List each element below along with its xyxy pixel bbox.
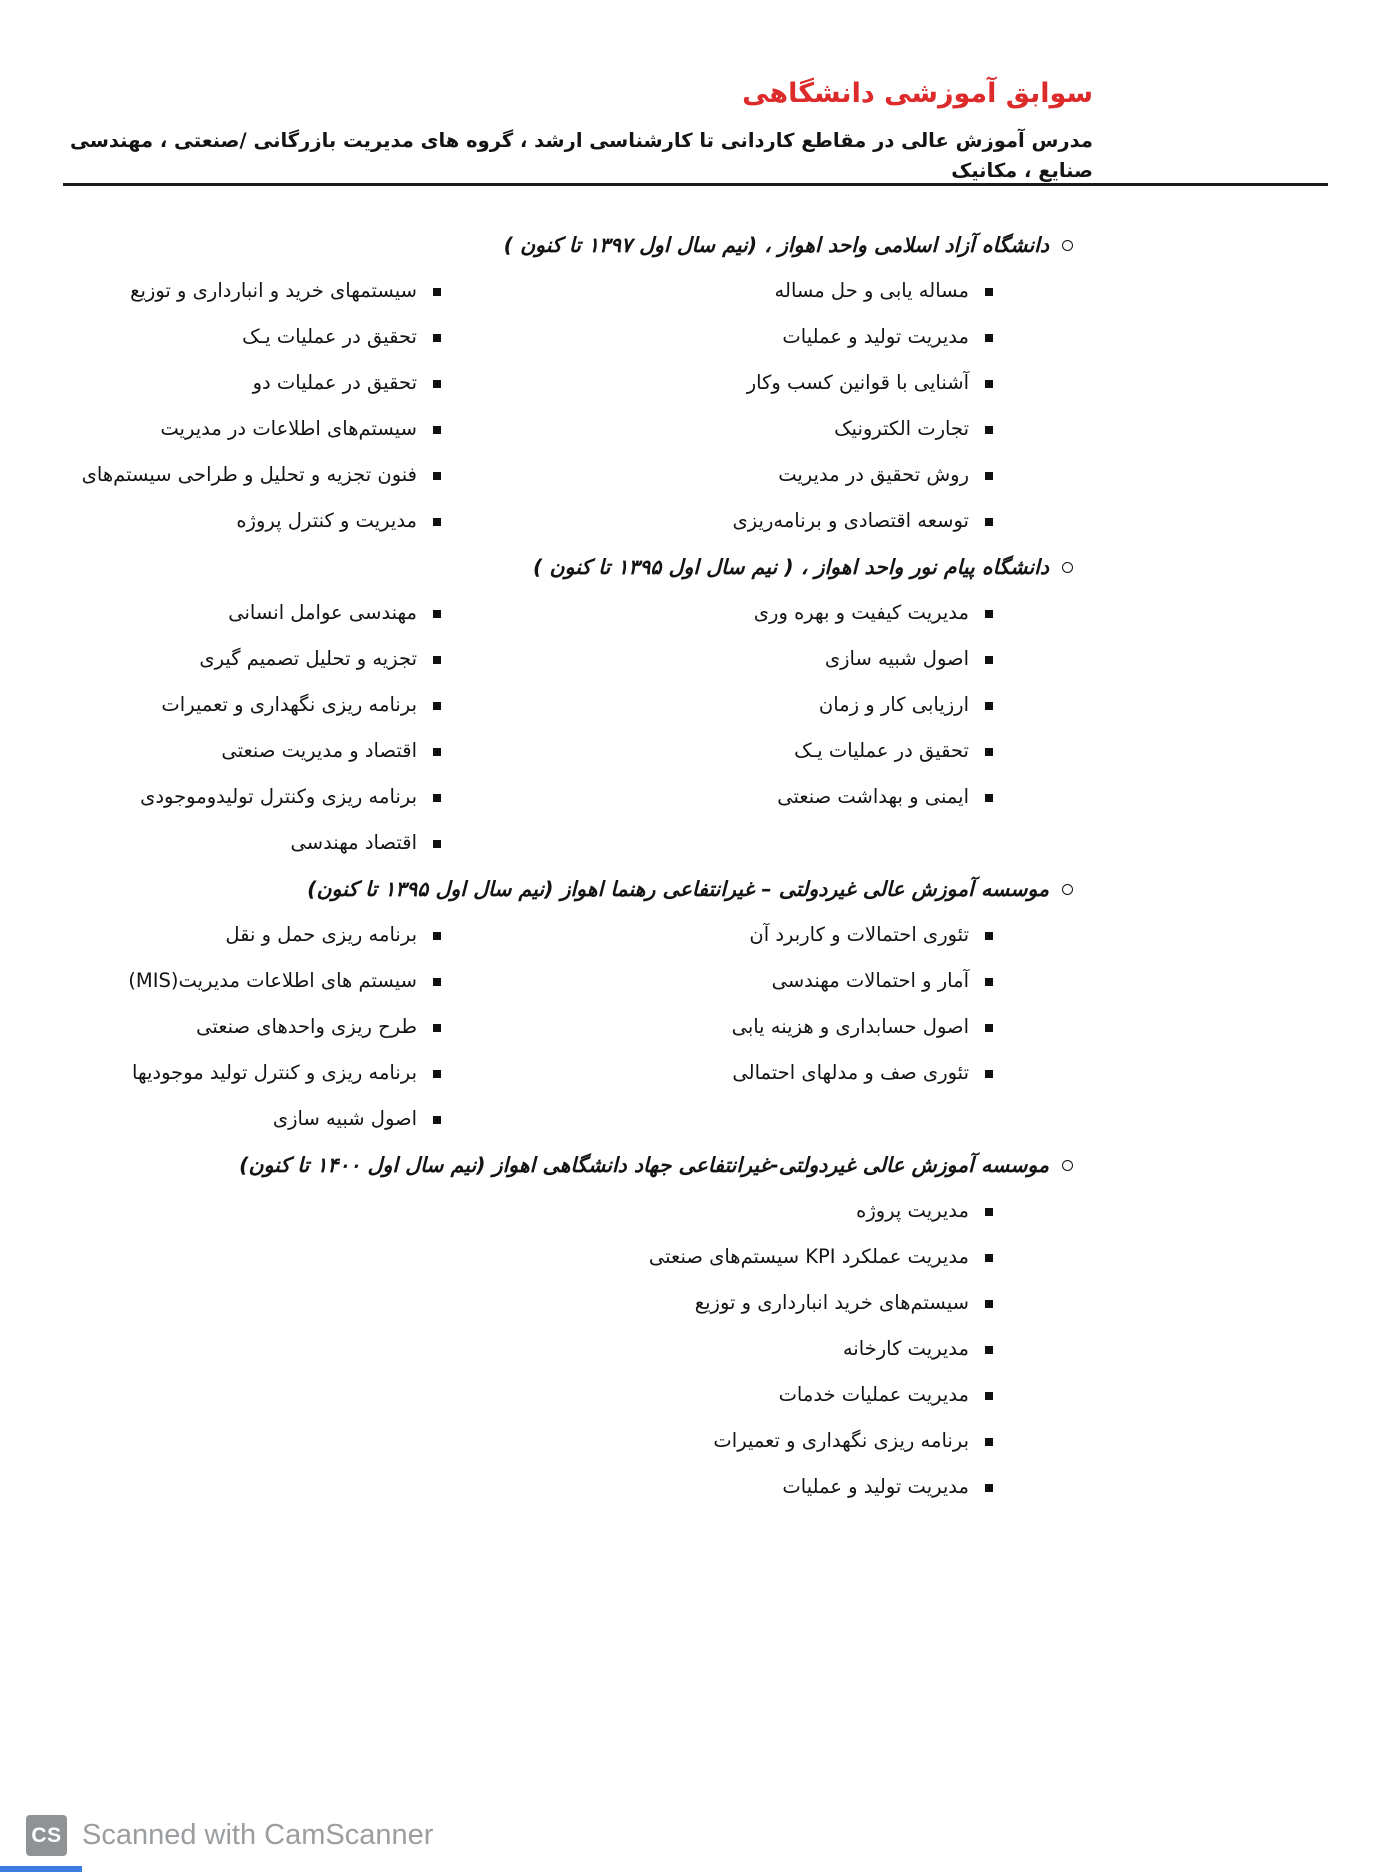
square-bullet-icon (985, 1208, 993, 1216)
course-item (441, 728, 993, 774)
course-item (441, 268, 993, 314)
course-label: سیستم های اطلاعات مدیریت(MIS) (128, 969, 417, 992)
course-label: برنامه ریزی و کنترل تولید موجودیها (132, 1061, 417, 1084)
course-item (89, 728, 441, 774)
course-item (441, 452, 993, 498)
square-bullet-icon (985, 1346, 993, 1354)
single-column-list (60, 1188, 1093, 1510)
square-bullet-icon (985, 380, 993, 388)
square-bullet-icon (433, 426, 441, 434)
course-label: سیستمهای خرید و انبارداری و توزیع (130, 279, 417, 302)
page-subtitle: مدرس آموزش عالی در مقاطع کاردانی تا کارشناسی ارشد ، گروه های مدیریت بازرگانی /صنعتی ، مهندسی صنایع ، مکانیک (69, 129, 1093, 182)
course-label: برنامه ریزی نگهداری و تعمیرات (161, 693, 417, 716)
square-bullet-icon (433, 978, 441, 986)
course-item (89, 268, 441, 314)
course-item (89, 774, 441, 820)
section-heading-row (60, 1142, 1093, 1188)
square-bullet-icon (985, 656, 993, 664)
course-item (441, 1004, 993, 1050)
course-item (89, 314, 441, 360)
square-bullet-icon (985, 932, 993, 940)
course-item (89, 498, 441, 544)
course-label: مدیریت عملیات خدمات (778, 1383, 969, 1406)
course-label: تجزیه و تحلیل تصمیم گیری (199, 647, 417, 670)
course-item (441, 498, 993, 544)
course-label: برنامه ریزی حمل و نقل (225, 923, 417, 946)
course-item (441, 1418, 993, 1464)
course-item (441, 1050, 993, 1096)
course-item (441, 314, 993, 360)
course-item (89, 1004, 441, 1050)
square-bullet-icon (985, 288, 993, 296)
course-item (81, 452, 441, 498)
watermark-text: Scanned with CamScanner (82, 1819, 434, 1851)
section-azad-university (60, 222, 1093, 544)
square-bullet-icon (433, 472, 441, 480)
camscanner-watermark (26, 1815, 433, 1856)
left-column (89, 590, 441, 866)
square-bullet-icon (985, 610, 993, 618)
course-item (89, 958, 441, 1004)
course-item (441, 360, 993, 406)
course-label: اصول شبیه سازی (272, 1107, 417, 1130)
course-label: تحقیق در عملیات یـک (794, 739, 969, 762)
square-bullet-icon (433, 518, 441, 526)
section-heading-row (60, 544, 1093, 590)
course-item (89, 360, 441, 406)
course-label: اصول شبیه سازی (824, 647, 969, 670)
two-column-list (60, 590, 1093, 866)
square-bullet-icon (985, 748, 993, 756)
course-label: مدیریت کیفیت و بهره وری (753, 601, 969, 624)
course-label: مهندسی عوامل انسانی (228, 601, 417, 624)
circle-bullet-icon (1062, 884, 1073, 895)
course-item (89, 820, 441, 866)
section-heading-label: موسسه آموزش عالی غیردولتی-غیرانتفاعی جهاد دانشگاهی اهواز (نیم سال اول ۱۴۰۰ تا کنون) (239, 1153, 1049, 1177)
course-label: روش تحقیق در مدیریت (778, 463, 969, 486)
course-label: توسعه اقتصادی و برنامه‌ریزی (732, 509, 969, 532)
course-item (441, 1188, 993, 1234)
course-label: اصول حسابداری و هزینه یابی (731, 1015, 969, 1038)
document-content (60, 76, 1093, 1510)
square-bullet-icon (433, 656, 441, 664)
square-bullet-icon (433, 610, 441, 618)
square-bullet-icon (985, 978, 993, 986)
course-label: ایمنی و بهداشت صنعتی (777, 785, 969, 808)
course-item (441, 958, 993, 1004)
square-bullet-icon (985, 426, 993, 434)
course-item (441, 1280, 993, 1326)
square-bullet-icon (433, 932, 441, 940)
course-label: ارزیابی کار و زمان (818, 693, 969, 716)
course-label: مدیریت کارخانه (842, 1337, 969, 1360)
course-label: اقتصاد مهندسی (290, 831, 417, 854)
section-heading-label: دانشگاه آزاد اسلامی واحد اهواز ، (نیم سال اول ۱۳۹۷ تا کنون ) (503, 233, 1049, 257)
left-column (89, 912, 441, 1142)
course-label: مدیریت تولید و عملیات (782, 1475, 969, 1498)
course-label: برنامه ریزی وکنترل تولیدوموجودی (140, 785, 417, 808)
square-bullet-icon (433, 840, 441, 848)
square-bullet-icon (433, 1070, 441, 1078)
right-column (441, 590, 993, 866)
course-item (89, 682, 441, 728)
camscanner-blue-strip (0, 1866, 82, 1872)
course-label: فنون تجزیه و تحلیل و طراحی سیستم‌های (81, 463, 417, 486)
square-bullet-icon (985, 1392, 993, 1400)
course-item (89, 1050, 441, 1096)
camscanner-logo-icon: CS (26, 1815, 67, 1856)
course-label: مدیریت پروژه (856, 1199, 969, 1222)
course-item (441, 590, 993, 636)
square-bullet-icon (985, 702, 993, 710)
right-column (441, 268, 993, 544)
course-item (441, 636, 993, 682)
course-item (441, 912, 993, 958)
course-label: آمار و احتمالات مهندسی (771, 969, 969, 992)
course-item (89, 636, 441, 682)
square-bullet-icon (985, 518, 993, 526)
square-bullet-icon (985, 1254, 993, 1262)
circle-bullet-icon (1062, 240, 1073, 251)
course-label: اقتصاد و مدیریت صنعتی (221, 739, 417, 762)
course-label: سیستم‌های خرید انبارداری و توزیع (694, 1291, 969, 1314)
square-bullet-icon (985, 334, 993, 342)
page-title: سوابق آموزشی دانشگاهی (742, 78, 1093, 109)
section-rahnama-institute (60, 866, 1093, 1142)
two-column-list (60, 268, 1093, 544)
course-label: سیستم‌های اطلاعات در مدیریت (160, 417, 417, 440)
square-bullet-icon (433, 794, 441, 802)
square-bullet-icon (985, 794, 993, 802)
section-jahad-institute (60, 1142, 1093, 1510)
course-label: تحقیق در عملیات یـک (242, 325, 417, 348)
square-bullet-icon (433, 380, 441, 388)
course-item (441, 774, 993, 820)
course-label: تئوری احتمالات و کاربرد آن (749, 923, 969, 946)
square-bullet-icon (985, 1438, 993, 1446)
section-payamnoor-university (60, 544, 1093, 866)
square-bullet-icon (433, 334, 441, 342)
course-item (89, 406, 441, 452)
right-column (441, 1188, 993, 1510)
square-bullet-icon (985, 1070, 993, 1078)
course-item (89, 1096, 441, 1142)
section-heading-row (60, 866, 1093, 912)
course-label: مساله یابی و حل مساله (774, 279, 969, 302)
course-item (441, 1326, 993, 1372)
course-label: آشنایی با قوانین کسب وکار (746, 371, 969, 394)
course-label: مدیریت و کنترل پروژه (236, 509, 417, 532)
square-bullet-icon (985, 472, 993, 480)
section-heading-label: دانشگاه پیام نور واحد اهواز ، ( نیم سال اول ۱۳۹۵ تا کنون ) (533, 555, 1049, 579)
sections-list (60, 222, 1093, 1510)
square-bullet-icon (433, 1116, 441, 1124)
circle-bullet-icon (1062, 562, 1073, 573)
square-bullet-icon (433, 1024, 441, 1032)
section-heading-row (60, 222, 1093, 268)
right-column (441, 912, 993, 1142)
course-label: طرح ریزی واحدهای صنعتی (196, 1015, 417, 1038)
course-item (441, 1464, 993, 1510)
square-bullet-icon (985, 1300, 993, 1308)
course-label: مدیریت عملکرد KPI سیستم‌های صنعتی (648, 1245, 969, 1268)
square-bullet-icon (433, 288, 441, 296)
course-label: تحقیق در عملیات دو (252, 371, 417, 394)
square-bullet-icon (985, 1024, 993, 1032)
course-label: برنامه ریزی نگهداری و تعمیرات (713, 1429, 969, 1452)
left-column (81, 268, 441, 544)
square-bullet-icon (433, 748, 441, 756)
square-bullet-icon (433, 702, 441, 710)
course-label: تئوری صف و مدلهای احتمالی (732, 1061, 969, 1084)
two-column-list (60, 912, 1093, 1142)
course-item (441, 406, 993, 452)
circle-bullet-icon (1062, 1160, 1073, 1171)
course-item (89, 912, 441, 958)
square-bullet-icon (985, 1484, 993, 1492)
course-item (441, 682, 993, 728)
course-item (441, 1372, 993, 1418)
section-heading-label: موسسه آموزش عالی غیردولتی – غیرانتفاعی رهنما اهواز (نیم سال اول ۱۳۹۵ تا کنون) (307, 877, 1049, 901)
course-label: تجارت الکترونیک (834, 417, 969, 440)
course-item (441, 1234, 993, 1280)
course-label: مدیریت تولید و عملیات (782, 325, 969, 348)
course-item (89, 590, 441, 636)
